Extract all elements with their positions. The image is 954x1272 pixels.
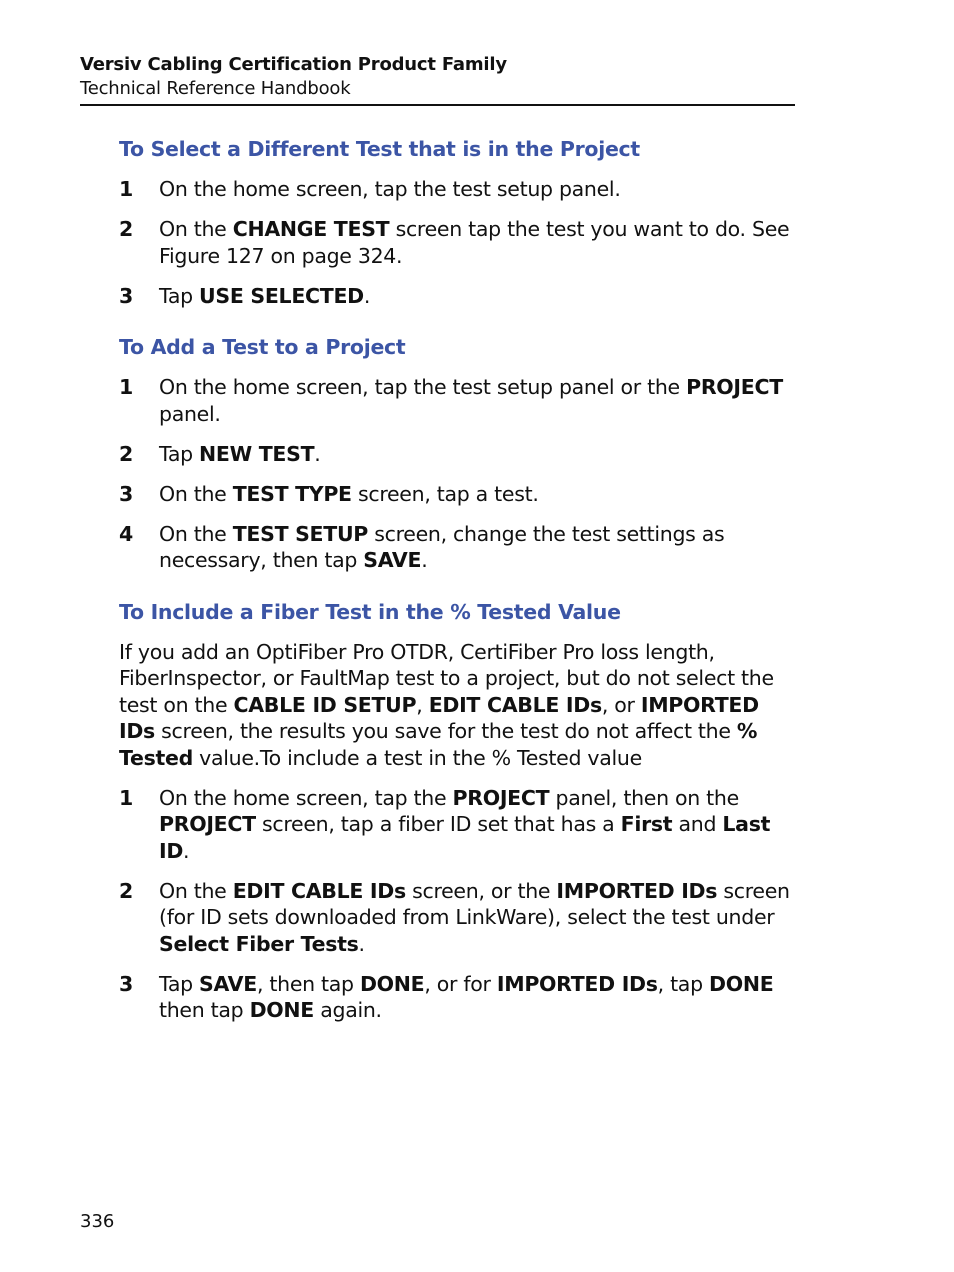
header-product-family: Versiv Cabling Certification Product Family [80,54,507,75]
step-text: , or for [424,971,497,996]
step-text: On the home screen, tap the test setup panel or the [159,375,687,399]
step-text: screen, tap a test. [351,481,539,506]
intro-text-bold: IMPORTED IDs [119,692,759,743]
intro-text-bold: CABLE ID SETUP [233,692,417,717]
step-text: , then tap [256,971,360,996]
intro-text-bold: EDIT CABLE IDs [428,692,602,717]
section-heading-select-test: To Select a Different Test that is in the Project [119,137,640,161]
step-text: . [314,441,321,466]
step-number: 1 [119,375,133,399]
steps-add-test [119,374,799,574]
header-handbook-title: Technical Reference Handbook [80,78,351,99]
step-item [119,971,799,1024]
step-text: On the [159,481,233,506]
step-text: and [672,812,723,836]
step-item [119,441,799,468]
step-text: , tap [657,971,710,996]
page-header [80,53,795,101]
step-text: Tap [159,441,200,466]
step-text: On the [159,878,233,903]
step-number: 4 [119,521,133,546]
step-item [119,521,799,574]
step-number: 3 [119,283,133,308]
step-text-bold: SAVE [363,548,422,572]
step-number: 3 [119,971,133,996]
step-text-bold: USE SELECTED [199,283,364,308]
section-heading-fiber-test: To Include a Fiber Test in the % Tested Value [119,599,621,624]
page-number: 336 [80,1211,115,1232]
step-text-bold: IMPORTED IDs [556,878,718,903]
step-text-bold: IMPORTED IDs [496,971,658,996]
step-text-bold: PROJECT [686,375,783,399]
step-text-bold: TEST TYPE [232,481,352,506]
step-item [119,216,799,269]
step-text: . [183,838,190,863]
step-text: On the home screen, tap the test setup panel. [159,177,621,201]
intro-text-bold: % Tested [119,719,758,770]
step-text: On the [159,521,233,546]
step-number: 2 [119,217,133,241]
steps-fiber-test [119,785,799,1024]
step-item [119,481,799,508]
steps-select-test [119,176,799,309]
intro-text: screen, the results you save for the test do not affect the [154,719,737,743]
step-item [119,374,799,427]
step-text: then tap [159,998,250,1022]
step-text: screen tap the test you want to do. See Figure 127 on page 324. [159,217,790,268]
step-text-bold: Select Fiber Tests [159,931,359,956]
step-text: . [421,548,428,572]
step-text-bold: DONE [359,971,425,996]
step-text-bold: NEW TEST [199,441,315,466]
step-text-bold: TEST SETUP [232,521,369,546]
step-item [119,785,799,865]
step-number: 3 [119,481,133,506]
step-text: screen, change the test settings as necessary, then tap [159,521,725,572]
section-intro-paragraph [119,639,799,772]
step-text: . [363,283,371,308]
step-number: 2 [119,441,133,466]
step-text-bold: EDIT CABLE IDs [232,878,406,903]
step-text: On the home screen, tap the [159,785,453,810]
intro-text: , or [601,692,641,717]
step-text: . [358,931,365,956]
step-text-bold: PROJECT [159,812,256,836]
section-heading-add-test: To Add a Test to a Project [119,335,406,359]
step-text: panel. [159,401,221,426]
intro-text: If you add an OptiFiber Pro OTDR, CertiFiber Pro loss length, FiberInspector, or FaultMap test to a project, but do not select the test on the [119,639,774,717]
step-text-bold: DONE [709,971,774,996]
step-text-bold: PROJECT [452,785,550,810]
intro-text: value.To include a test in the % Tested value [192,745,642,770]
page-content [119,134,799,1024]
intro-text: , [416,692,429,717]
step-text: screen, tap a fiber ID set that has a [255,812,621,836]
step-number: 1 [119,177,133,201]
step-text-bold: DONE [249,998,314,1022]
step-text: again. [314,998,382,1022]
step-text-bold: CHANGE TEST [232,217,390,241]
step-text: panel, then on the [549,785,739,810]
step-number: 2 [119,878,133,903]
step-text: On the [159,217,233,241]
step-text: screen, or the [405,878,557,903]
step-text-bold: Last ID [159,812,771,863]
header-rule [80,104,795,106]
step-number: 1 [119,785,133,810]
step-text: screen (for ID sets downloaded from LinkWare), select the test under [159,878,790,929]
step-text-bold: SAVE [199,971,257,996]
step-item [119,878,799,958]
step-item [119,283,799,310]
step-item [119,176,799,203]
step-text-bold: First [620,812,673,836]
step-text: Tap [159,971,200,996]
step-text: Tap [159,283,200,308]
